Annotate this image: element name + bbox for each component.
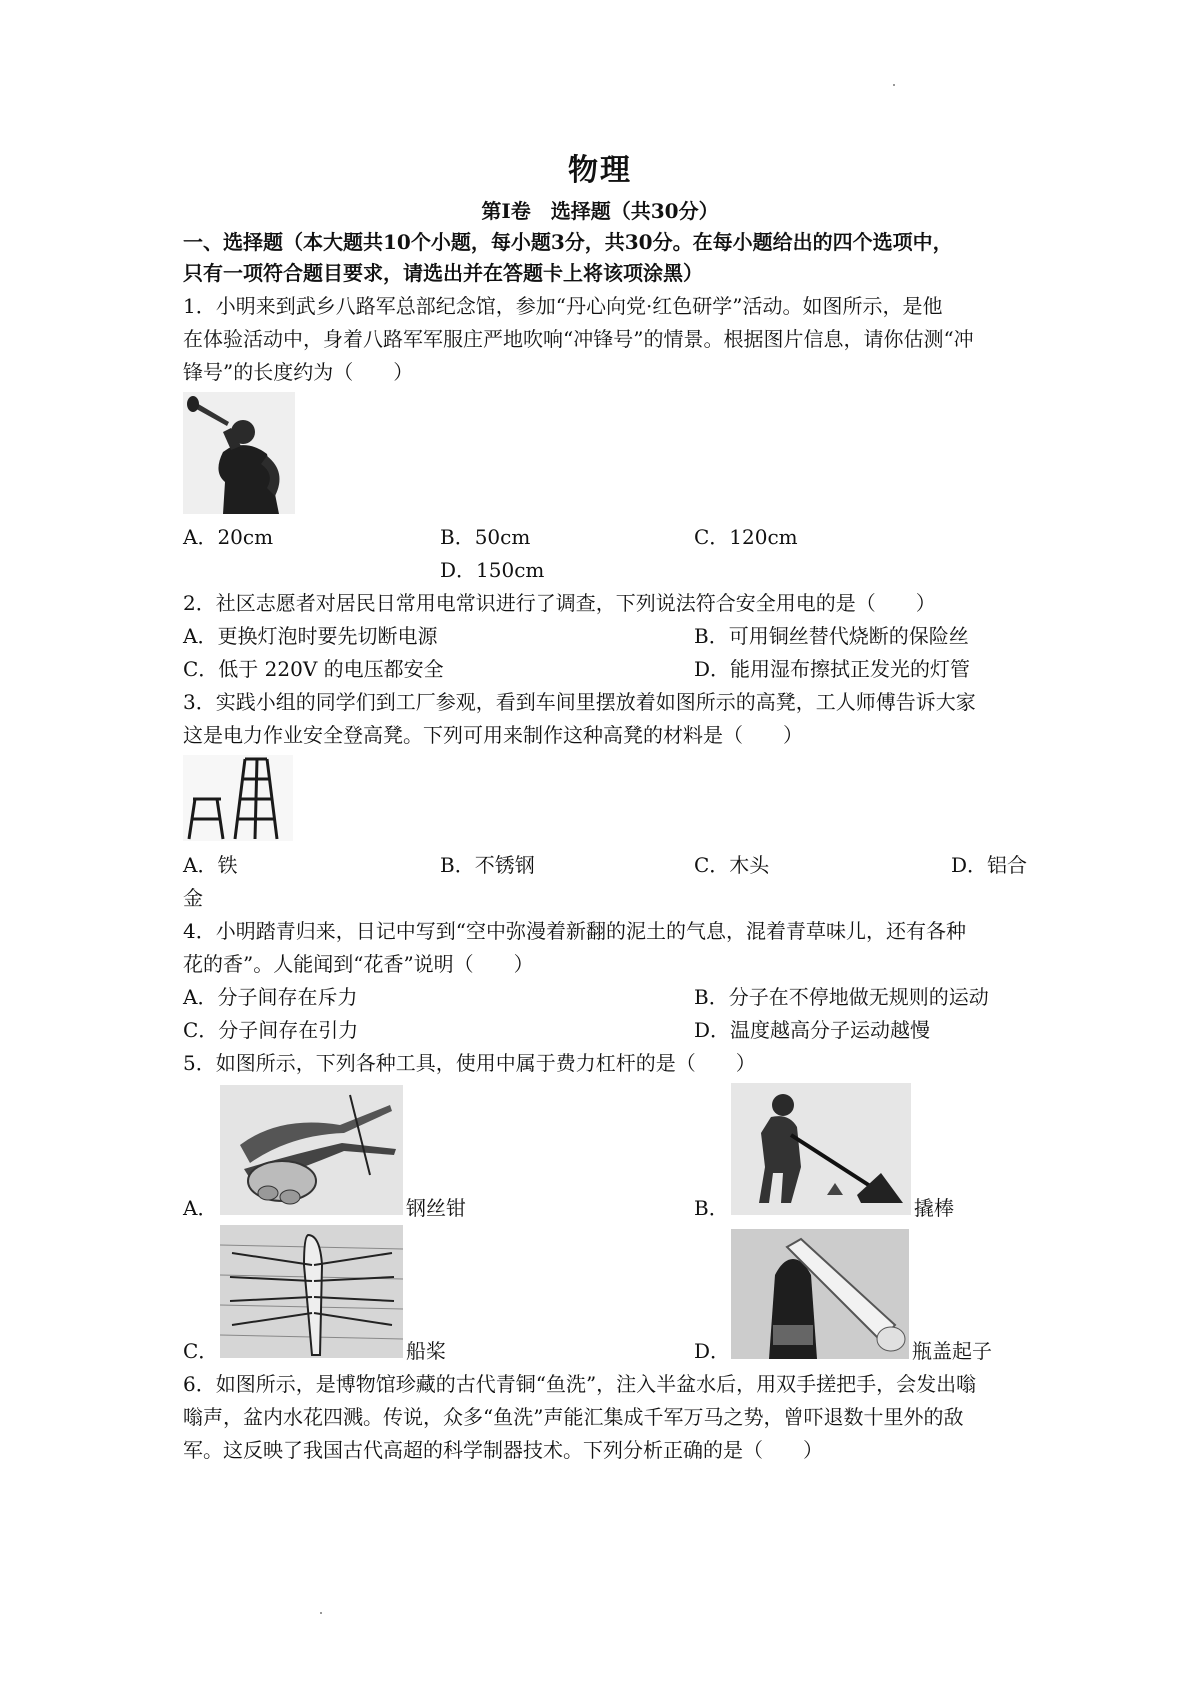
q4-stem-line1: 4．小明踏青归来，日记中写到“空中弥漫着新翻的泥土的气息，混着青草味儿，还有各种 [183, 919, 966, 943]
q3-option-b: B．不锈钢 [440, 853, 535, 877]
q1-stem-line1: 1．小明来到武乡八路军总部纪念馆，参加“丹心向党·红色研学”活动。如图所示，是他 [183, 294, 943, 318]
q2-option-d: D．能用湿布擦拭正发光的灯管 [694, 657, 971, 681]
q5-stem: 5．如图所示，下列各种工具，使用中属于费力杠杆的是（ ） [183, 1051, 756, 1075]
q2-option-c: C．低于 220V 的电压都安全 [183, 657, 444, 681]
q4-option-d: D．温度越高分子运动越慢 [694, 1018, 931, 1042]
q4-option-a: A．分子间存在斥力 [183, 985, 358, 1009]
bottle-opener-photo [731, 1229, 909, 1359]
q3-option-d: D．铝合 [951, 853, 1028, 877]
q3-option-c: C．木头 [694, 853, 770, 877]
q1-stem-line2: 在体验活动中，身着八路军军服庄严地吹响“冲锋号”的情景。根据图片信息，请你估测“冲 [183, 327, 974, 351]
section-instruction-line1: 一、选择题（本大题共10个小题，每小题3分，共30分。在每小题给出的四个选项中， [183, 230, 953, 254]
q3-option-a: A．铁 [183, 853, 238, 877]
q4-stem-line2: 花的香”。人能闻到“花香”说明（ ） [183, 952, 534, 976]
q3-stem-line2: 这是电力作业安全登高凳。下列可用来制作这种高凳的材料是（ ） [183, 723, 803, 747]
q1-option-b: B．50cm [440, 525, 531, 549]
q5-option-c-name: 船桨 [406, 1339, 446, 1363]
oars-photo [220, 1225, 403, 1358]
q5-option-a-label: A． [183, 1196, 218, 1220]
crowbar-photo [731, 1083, 911, 1215]
q6-stem-line3: 军。这反映了我国古代高超的科学制器技术。下列分析正确的是（ ） [183, 1438, 823, 1462]
q6-stem-line2: 嗡声，盆内水花四溅。传说，众多“鱼洗”声能汇集成千军万马之势，曾吓退数十里外的敌 [183, 1405, 964, 1429]
q4-option-b: B．分子在不停地做无规则的运动 [694, 985, 989, 1009]
stool-photo [183, 755, 293, 841]
page-title: 物理 [568, 153, 632, 188]
q5-option-a-name: 钢丝钳 [406, 1196, 466, 1220]
q6-stem-line1: 6．如图所示，是博物馆珍藏的古代青铜“鱼洗”，注入半盆水后，用双手搓把手，会发出嗡 [183, 1372, 977, 1396]
q5-option-d-name: 瓶盖起子 [912, 1339, 992, 1363]
part-heading: 第Ⅰ卷 选择题（共30分） [481, 199, 719, 223]
q1-option-d: D．150cm [440, 558, 545, 582]
q1-option-c: C．120cm [694, 525, 798, 549]
q5-option-b-name: 撬棒 [914, 1196, 954, 1220]
q4-option-c: C．分子间存在引力 [183, 1018, 359, 1042]
q2-stem: 2．社区志愿者对居民日常用电常识进行了调查，下列说法符合安全用电的是（ ） [183, 591, 936, 615]
scan-speck [320, 1612, 322, 1614]
q5-option-b-label: B． [694, 1196, 729, 1220]
q5-option-d-label: D． [694, 1339, 731, 1363]
q1-option-a: A．20cm [183, 525, 274, 549]
section-instruction-line2: 只有一项符合题目要求，请选出并在答题卡上将该项涂黑） [183, 261, 703, 285]
bugler-photo [183, 392, 295, 514]
q2-option-a: A．更换灯泡时要先切断电源 [183, 624, 438, 648]
pliers-photo [220, 1085, 403, 1215]
q2-option-b: B．可用铜丝替代烧断的保险丝 [694, 624, 969, 648]
q5-option-c-label: C． [183, 1339, 219, 1363]
q1-stem-line3: 锋号”的长度约为（ ） [183, 360, 414, 384]
q3-option-d-continued: 金 [183, 886, 203, 910]
scan-speck [893, 84, 895, 86]
q3-stem-line1: 3．实践小组的同学们到工厂参观，看到车间里摆放着如图所示的高凳，工人师傅告诉大家 [183, 690, 976, 714]
